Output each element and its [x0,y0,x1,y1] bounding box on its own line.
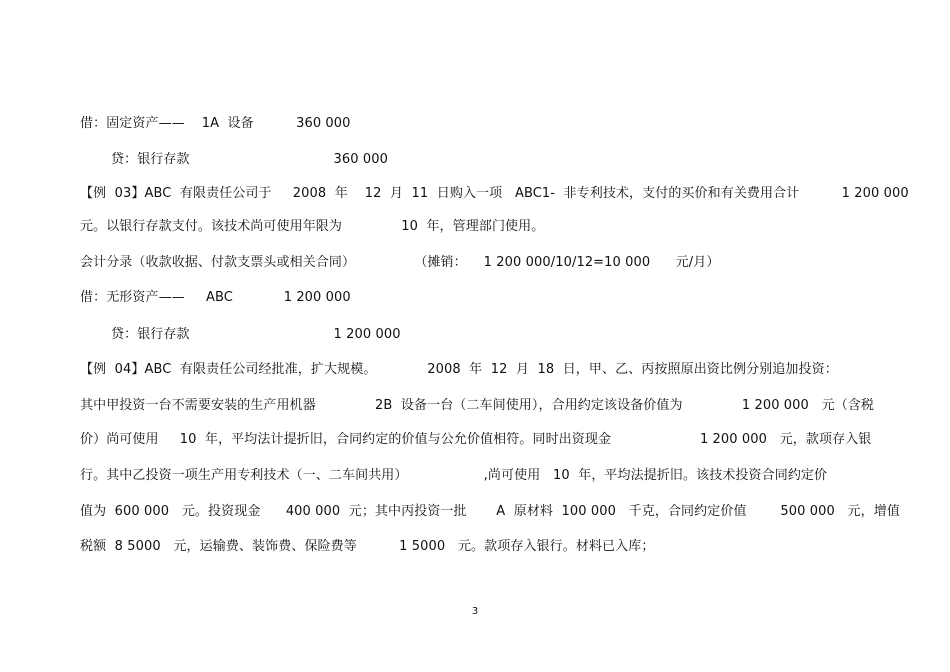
accounting-entry-note: 会计分录（收款收据、付款支票头或相关合同） （摊销： 1 200 000/10/12=10 000 元/月） [80,255,720,270]
example-04-line-1: 【例 04】ABC 有限责任公司经批准，扩大规模。 2008 年 12 月 18 日，甲、乙、丙按照原出资比例分别追加投资： [80,362,838,377]
journal-entry-debit-intangible-assets: 借：无形资产—— ABC 1 200 000 [80,290,351,305]
journal-entry-debit-fixed-assets: 借：固定资产—— 1A 设备 360 000 [80,116,351,131]
journal-entry-credit-bank-deposit-2: 贷：银行存款 1 200 000 [111,327,401,342]
example-04-line-5: 值为 600 000 元。投资现金 400 000 元；其中丙投资一批 A 原材料 100 000 千克，合同约定价值 500 000 元，增值 [80,504,900,519]
example-03-line-1: 【例 03】ABC 有限责任公司于 2008 年 12 月 11 日购入一项 ABC1- 非专利技术，支付的买价和有关费用合计 1 200 000 [80,186,909,201]
example-04-line-6: 税额 8 5000 元，运输费、装饰费、保险费等 1 5000 元。款项存入银行。材料已入库； [80,539,655,554]
journal-entry-credit-bank-deposit: 贷：银行存款 360 000 [111,152,388,167]
example-04-line-3: 价）尚可使用 10 年，平均法计提折旧，合同约定的价值与公允价值相符。同时出资现金 1 200 000 元，款项存入银 [80,432,872,447]
example-04-line-2: 其中甲投资一台不需要安装的生产用机器 2B 设备一台（二车间使用），合用约定该设备价值为 1 200 000 元（含税 [80,398,875,413]
example-03-line-2: 元。以银行存款支付。该技术尚可使用年限为 10 年，管理部门使用。 [80,219,545,234]
example-04-line-4: 行。其中乙投资一项生产用专利技术（一、二车间共用） ,尚可使用 10 年，平均法提折旧。该技术投资合同约定价 [80,468,828,483]
page-number: 3 [471,606,479,617]
